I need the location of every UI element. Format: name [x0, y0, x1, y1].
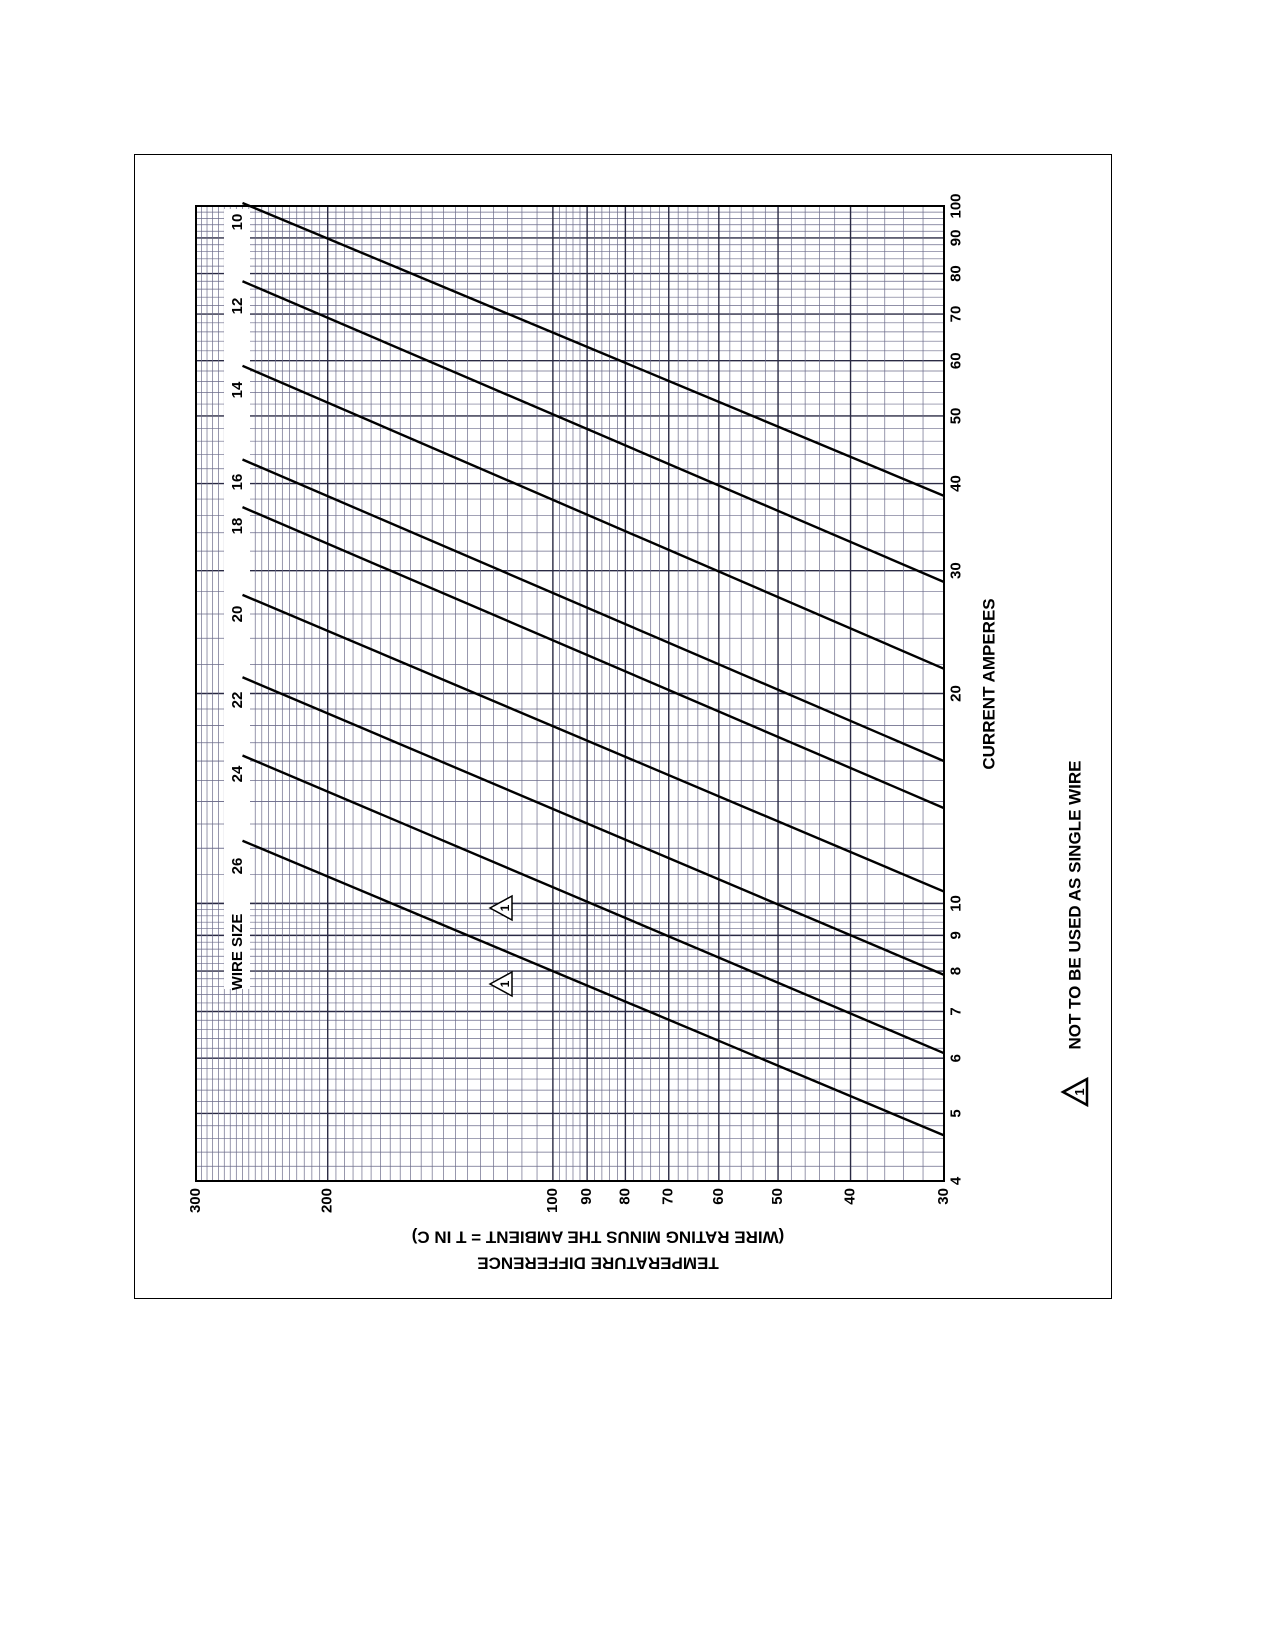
wire-size-title: WIRE SIZE [228, 913, 246, 991]
footnote-triangle-icon [1063, 1079, 1087, 1105]
x-tick-100: 100 [947, 193, 965, 219]
x-tick-5: 5 [947, 1109, 965, 1118]
footnote-text: NOT TO BE USED AS SINGLE WIRE [1065, 760, 1085, 1050]
footnote-triangle-symbol: 1 [1072, 1088, 1087, 1096]
y-tick-200: 200 [318, 1188, 336, 1214]
wire-size-label-14: 14 [228, 381, 246, 399]
wire-size-label-22: 22 [228, 691, 246, 709]
x-tick-6: 6 [947, 1054, 965, 1063]
y-tick-40: 40 [841, 1188, 859, 1205]
wire-size-label-18: 18 [228, 517, 246, 535]
wire-size-label-26: 26 [228, 857, 246, 875]
x-tick-20: 20 [947, 685, 965, 702]
x-tick-60: 60 [947, 352, 965, 370]
y-axis-title: TEMPERATURE DIFFERENCE [477, 1253, 719, 1273]
x-tick-8: 8 [947, 966, 965, 976]
x-tick-9: 9 [947, 931, 965, 940]
wire-size-label-20: 20 [228, 605, 246, 623]
y-tick-90: 90 [578, 1188, 596, 1205]
x-tick-4: 4 [947, 1176, 965, 1186]
y-tick-50: 50 [769, 1188, 787, 1205]
y-tick-70: 70 [659, 1188, 677, 1205]
y-tick-80: 80 [616, 1188, 634, 1205]
y-tick-300: 300 [186, 1188, 204, 1214]
wire-size-label-24: 24 [228, 765, 246, 783]
x-tick-70: 70 [947, 305, 965, 323]
y-tick-30: 30 [934, 1188, 952, 1205]
x-axis-title: CURRENT AMPERES [979, 598, 999, 770]
triangle-symbol-text: 1 [498, 980, 512, 988]
x-tick-7: 7 [947, 1007, 965, 1016]
y-axis-subtitle: (WIRE RATING MINUS THE AMBIENT = T IN C) [411, 1227, 785, 1247]
x-tick-80: 80 [947, 265, 965, 282]
y-tick-100: 100 [543, 1188, 561, 1214]
wire-size-label-12: 12 [228, 297, 246, 315]
x-tick-50: 50 [947, 407, 965, 425]
x-tick-30: 30 [947, 562, 965, 580]
triangle-symbol-text: 1 [498, 904, 512, 912]
x-tick-10: 10 [947, 895, 965, 912]
y-tick-60: 60 [709, 1188, 727, 1205]
wire-size-label-10: 10 [228, 213, 246, 231]
x-tick-90: 90 [947, 229, 965, 247]
wire-size-label-16: 16 [228, 473, 246, 491]
x-tick-40: 40 [947, 475, 965, 492]
